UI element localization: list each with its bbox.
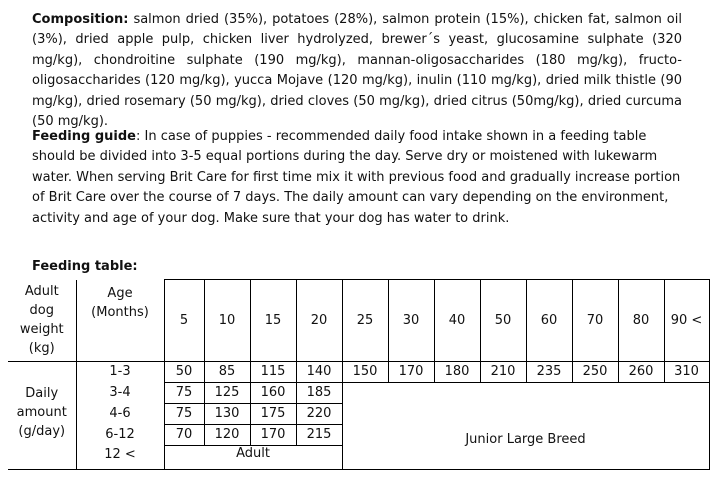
- composition-text: salmon dried (35%), potatoes (28%), salmon protein (15%), chicken fat, salmon oil (3%), dried apple pulp, chicken liver hydrolyzed, brewer´s yeast, glucosamine sulphate (320 mg/kg), chondroitine sulphate (190 mg/kg), mannan-oligosaccharides (180 mg/kg), fructo-oligosaccharides (120 mg/kg), yucca Mojave (120 mg/kg), inulin (110 mg/kg), dried milk thistle (90 mg/kg), dried rosemary (50 mg/kg), dried cloves (50 mg/kg), dried citrus (50mg/kg), dried curcuma (50 mg/kg).: [32, 12, 682, 130]
- amount-cell: 50: [164, 361, 204, 382]
- amount-cell: 70: [164, 424, 204, 445]
- feeding-guide-text: : In case of puppies - recommended daily food intake shown in a feeding table should be divided into 3-5 equal portions during the day. Serve dry or moistened with lukewarm water. When serving Brit Care for first time mix it with previous food and gradually increase portion of Brit Care over the course of 7 days. The daily amount can vary depending on the environment, activity and age of your dog. Make sure that your dog has water to drink.: [32, 129, 681, 226]
- amount-cell: 170: [250, 424, 296, 445]
- weight-cell: 25: [342, 280, 388, 362]
- weight-cell: 30: [388, 280, 434, 362]
- age-header-line: Age: [107, 285, 133, 301]
- weight-cell: 15: [250, 280, 296, 362]
- weight-cell: 60: [526, 280, 572, 362]
- daily-amount-label-cell: [8, 361, 76, 469]
- age-cell: 12 <: [76, 445, 164, 469]
- adult-cell: Adult: [164, 445, 342, 469]
- weight-header-line: weight: [19, 322, 64, 337]
- weight-cell: 90 <: [664, 280, 709, 362]
- amount-cell: 185: [296, 382, 342, 403]
- amount-cell: 180: [434, 361, 480, 382]
- weight-cell: 50: [480, 280, 526, 362]
- amount-cell: 215: [296, 424, 342, 445]
- amount-cell: 310: [664, 361, 709, 382]
- amount-cell: 210: [480, 361, 526, 382]
- age-cell: 1-3: [76, 361, 164, 382]
- amount-cell: 130: [204, 403, 250, 424]
- age-cell: 3-4: [76, 382, 164, 403]
- amount-cell: 170: [388, 361, 434, 382]
- feeding-guide-heading: Feeding guide: [32, 129, 136, 144]
- daily-amount-line: (g/day): [18, 423, 66, 439]
- amount-cell: 115: [250, 361, 296, 382]
- weight-header-cell: [8, 280, 76, 362]
- daily-amount-line: amount: [16, 404, 67, 420]
- age-cell: 4-6: [76, 403, 164, 424]
- age-cell: 6-12: [76, 424, 164, 445]
- amount-cell: 150: [342, 361, 388, 382]
- feeding-table: [8, 279, 710, 470]
- weight-header-line: dog: [29, 303, 54, 318]
- composition-paragraph: [32, 10, 682, 132]
- amount-cell: 235: [526, 361, 572, 382]
- weight-header-line: (kg): [28, 341, 55, 356]
- amount-cell: 160: [250, 382, 296, 403]
- age-header-cell: [76, 280, 164, 362]
- amount-cell: 75: [164, 382, 204, 403]
- amount-cell: 140: [296, 361, 342, 382]
- amount-cell: 120: [204, 424, 250, 445]
- weight-cell: 80: [618, 280, 664, 362]
- amount-cell: 125: [204, 382, 250, 403]
- weight-cell: 5: [164, 280, 204, 362]
- amount-cell: 175: [250, 403, 296, 424]
- amount-cell: 85: [204, 361, 250, 382]
- feeding-guide-paragraph: [32, 127, 682, 229]
- table-row: [8, 361, 709, 382]
- junior-large-breed-cell: Junior Large Breed: [342, 382, 709, 469]
- amount-cell: 260: [618, 361, 664, 382]
- composition-heading: Composition:: [32, 12, 129, 27]
- weight-cell: 70: [572, 280, 618, 362]
- daily-amount-line: Daily: [25, 385, 59, 401]
- amount-cell: 75: [164, 403, 204, 424]
- age-header-line: (Months): [91, 304, 149, 320]
- weight-cell: 40: [434, 280, 480, 362]
- weight-cell: 20: [296, 280, 342, 362]
- feeding-table-title: Feeding table:: [32, 259, 138, 274]
- table-row: [8, 382, 709, 403]
- weight-header-line: Adult: [24, 284, 59, 299]
- amount-cell: 220: [296, 403, 342, 424]
- weight-cell: 10: [204, 280, 250, 362]
- amount-cell: 250: [572, 361, 618, 382]
